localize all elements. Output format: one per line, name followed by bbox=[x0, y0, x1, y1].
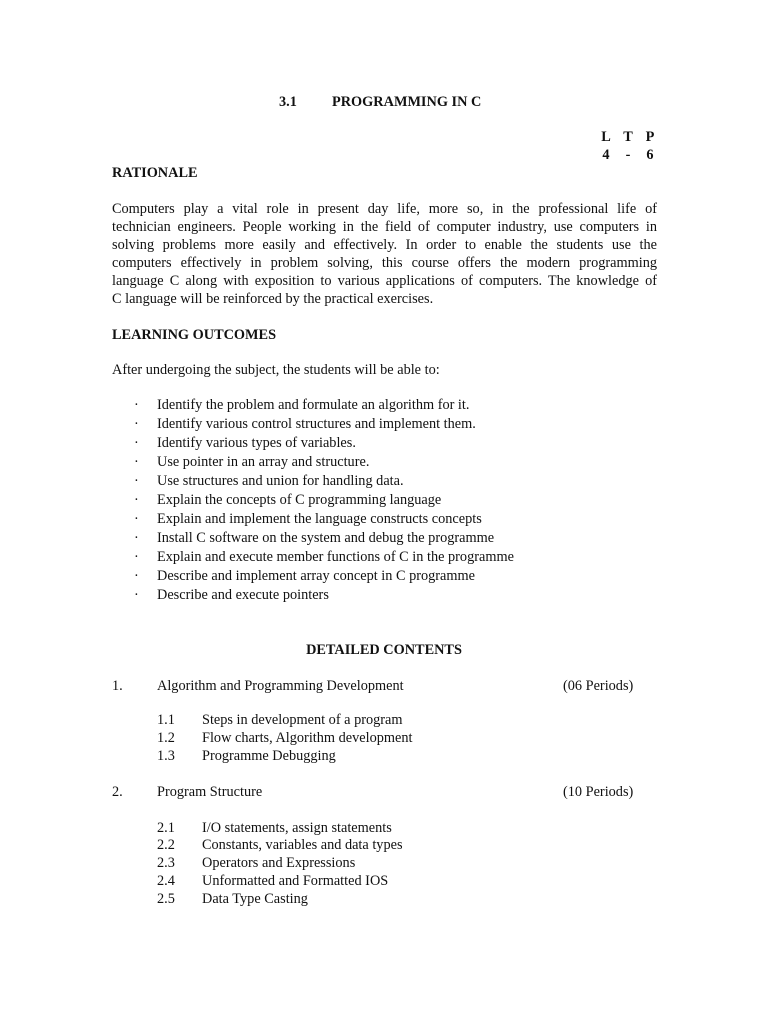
subtopic-row bbox=[0, 872, 768, 890]
bullet-icon: · bbox=[134, 397, 139, 413]
unit-title: Program Structure bbox=[157, 784, 263, 800]
outcome-text: Explain and execute member functions of C in the programme bbox=[157, 549, 514, 565]
subtopic-title: Steps in development of a program bbox=[202, 712, 403, 728]
outcome-text: Install C software on the system and debug the programme bbox=[157, 530, 495, 546]
bullet-icon: · bbox=[134, 435, 139, 451]
outcome-text: Use structures and union for handling data. bbox=[157, 473, 404, 489]
subtopic-number: 1.3 bbox=[157, 748, 175, 764]
outcome-text: Use pointer in an array and structure. bbox=[157, 454, 370, 470]
page-title: PROGRAMMING IN C bbox=[332, 94, 482, 110]
bullet-icon: · bbox=[134, 568, 139, 584]
bullet-icon: · bbox=[134, 454, 139, 470]
bullet-icon: · bbox=[134, 549, 139, 565]
subtopic-row bbox=[0, 854, 768, 872]
outcome-text: Identify various types of variables. bbox=[157, 435, 356, 451]
rationale-line: computers effectively in problem solving, this course offers the modern programming bbox=[112, 255, 657, 271]
outcome-text: Explain the concepts of C programming language bbox=[157, 492, 442, 508]
rationale-line: solving problems more easily and effectively. In order to enable the students use the bbox=[112, 237, 657, 253]
subtopic-row bbox=[0, 747, 768, 765]
subtopic-row bbox=[0, 890, 768, 908]
outcome-text: Explain and implement the language constructs concepts bbox=[157, 511, 482, 527]
subtopic-number: 2.2 bbox=[157, 837, 175, 853]
subtopic-title: Flow charts, Algorithm development bbox=[202, 730, 413, 746]
subtopic-number: 2.3 bbox=[157, 855, 175, 871]
subtopic-number: 2.5 bbox=[157, 891, 175, 907]
subtopic-number: 2.4 bbox=[157, 873, 175, 889]
unit-periods: (10 Periods) bbox=[563, 784, 634, 800]
unit-number: 1. bbox=[112, 678, 123, 694]
subtopic-row bbox=[0, 711, 768, 729]
subtopic-number: 2.1 bbox=[157, 820, 175, 836]
bullet-icon: · bbox=[134, 511, 139, 527]
bullet-icon: · bbox=[134, 587, 139, 603]
outcome-text: Describe and execute pointers bbox=[157, 587, 329, 603]
bullet-icon: · bbox=[134, 530, 139, 546]
ltp-label-l: L bbox=[601, 129, 611, 145]
subtopic-title: Constants, variables and data types bbox=[202, 837, 403, 853]
subtopic-row bbox=[0, 836, 768, 854]
ltp-label-p: P bbox=[645, 129, 655, 145]
ltp-value-t: - bbox=[625, 147, 631, 163]
unit-periods: (06 Periods) bbox=[563, 678, 634, 694]
outcome-text: Identify the problem and formulate an algorithm for it. bbox=[157, 397, 470, 413]
unit-title: Algorithm and Programming Development bbox=[157, 678, 404, 694]
subtopic-title: Operators and Expressions bbox=[202, 855, 356, 871]
subtopic-row bbox=[0, 729, 768, 747]
subtopic-number: 1.1 bbox=[157, 712, 175, 728]
rationale-line: C language will be reinforced by the practical exercises. bbox=[112, 291, 434, 307]
ltp-value-l: 4 bbox=[602, 147, 610, 163]
rationale-line: language C along with exposition to various applications of computers. The knowledge of bbox=[112, 273, 657, 289]
learning-outcomes-intro: After undergoing the subject, the students will be able to: bbox=[112, 362, 440, 378]
rationale-heading: RATIONALE bbox=[112, 165, 198, 181]
section-number: 3.1 bbox=[279, 94, 297, 110]
unit-number: 2. bbox=[112, 784, 123, 800]
detailed-contents-heading: DETAILED CONTENTS bbox=[306, 642, 462, 658]
bullet-icon: · bbox=[134, 473, 139, 489]
subtopic-title: Data Type Casting bbox=[202, 891, 308, 907]
rationale-paragraph bbox=[112, 200, 657, 308]
outcome-text: Describe and implement array concept in C programme bbox=[157, 568, 475, 584]
rationale-line: Computers play a vital role in present day life, more so, in the professional life of bbox=[112, 201, 657, 217]
bullet-icon: · bbox=[134, 416, 139, 432]
bullet-icon: · bbox=[134, 492, 139, 508]
outcome-text: Identify various control structures and implement them. bbox=[157, 416, 476, 432]
subtopic-number: 1.2 bbox=[157, 730, 175, 746]
ltp-value-p: 6 bbox=[646, 147, 654, 163]
rationale-line: technician engineers. People working in the field of computer industry, use computers in bbox=[112, 219, 657, 235]
subtopic-row bbox=[0, 819, 768, 837]
subtopic-title: Programme Debugging bbox=[202, 748, 336, 764]
learning-outcomes-heading: LEARNING OUTCOMES bbox=[112, 327, 277, 343]
ltp-label-t: T bbox=[623, 129, 633, 145]
subtopic-title: Unformatted and Formatted IOS bbox=[202, 873, 389, 889]
subtopic-title: I/O statements, assign statements bbox=[202, 820, 392, 836]
